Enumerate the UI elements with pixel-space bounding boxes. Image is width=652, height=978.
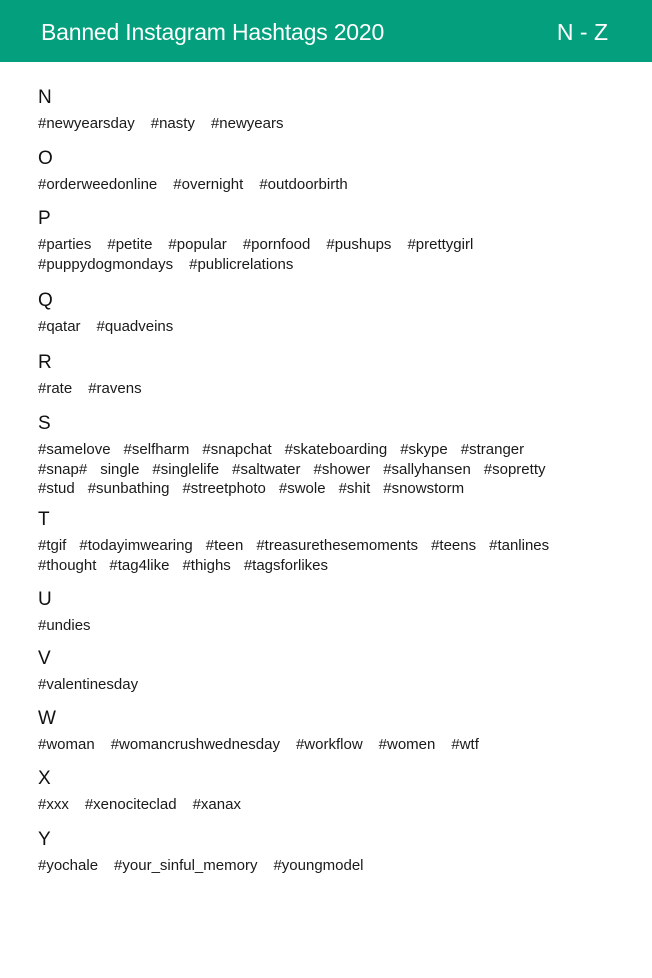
- section-o: [38, 148, 364, 195]
- hashtag: #women: [378, 736, 436, 753]
- hashtag: #workflow: [295, 736, 363, 753]
- hashtag: #skateboarding: [284, 441, 388, 458]
- hashtag-line: [38, 795, 257, 815]
- hashtag-line: [38, 675, 154, 695]
- hashtag: #tagsforlikes: [243, 556, 329, 574]
- page-title: Banned Instagram Hashtags 2020: [41, 19, 385, 45]
- hashtag: #nasty: [150, 115, 195, 132]
- hashtag: #newyearsday: [38, 115, 135, 132]
- hashtag: #tgif: [38, 537, 67, 554]
- hashtag: #teens: [431, 537, 477, 554]
- hashtag: #snap#: [38, 460, 88, 478]
- section-letter: N: [38, 87, 52, 108]
- hashtag: #shit: [338, 480, 371, 497]
- hashtag-line: [38, 735, 495, 755]
- hashtag: #swole: [278, 480, 326, 497]
- hashtag: #shower: [313, 460, 371, 478]
- section-letter: O: [38, 148, 53, 169]
- hashtag: #skype: [400, 441, 448, 458]
- hashtag: #petite: [107, 236, 153, 253]
- hashtag: #overnight: [173, 176, 244, 193]
- hashtag-line: [38, 255, 489, 275]
- section-x: [38, 768, 257, 815]
- hashtag: #stud: [38, 480, 75, 497]
- hashtag: #teen: [205, 537, 244, 554]
- hashtag-line: [38, 317, 189, 337]
- hashtag: #sopretty: [483, 460, 546, 478]
- hashtag: #xenociteclad: [84, 796, 177, 813]
- hashtag: #todayimwearing: [79, 537, 193, 554]
- section-w: [38, 708, 495, 755]
- hashtag-line: [38, 440, 558, 460]
- section-letter: V: [38, 648, 51, 669]
- hashtag: #singlelife: [152, 460, 220, 478]
- hashtag: #outdoorbirth: [259, 176, 348, 193]
- hashtag-line: [38, 556, 562, 576]
- hashtag: #valentinesday: [38, 676, 139, 693]
- hashtag: #quadveins: [96, 318, 174, 335]
- hashtag: #selfharm: [123, 441, 190, 458]
- hashtag-line: [38, 114, 299, 134]
- hashtag: #womancrushwednesday: [110, 736, 280, 753]
- hashtag-line: [38, 235, 489, 255]
- section-n: [38, 87, 299, 134]
- hashtag: #snapchat: [202, 441, 272, 458]
- hashtag-line: [38, 379, 158, 399]
- hashtag: #qatar: [38, 318, 81, 335]
- hashtag: #streetphoto: [182, 480, 266, 497]
- hashtag: #publicrelations: [189, 255, 294, 273]
- section-letter: U: [38, 589, 52, 610]
- section-letter: S: [38, 413, 51, 434]
- hashtag: #parties: [38, 236, 92, 253]
- hashtag: #wtf: [451, 736, 479, 753]
- section-s: [38, 413, 558, 499]
- hashtag: #xxx: [38, 796, 69, 813]
- hashtag: #snowstorm: [383, 480, 465, 497]
- section-letter: Q: [38, 290, 53, 311]
- page-header: [0, 0, 652, 62]
- hashtag: #tanlines: [489, 537, 550, 554]
- hashtag: #sallyhansen: [383, 460, 471, 478]
- hashtag: #saltwater: [232, 460, 301, 478]
- hashtag: #treasurethesemoments: [256, 537, 419, 554]
- hashtag: #thighs: [182, 556, 231, 574]
- hashtag-line: [38, 460, 558, 480]
- hashtag: #puppydogmondays: [38, 255, 174, 273]
- hashtag-line: [38, 479, 558, 499]
- hashtag: #prettygirl: [407, 236, 474, 253]
- hashtag-line: [38, 536, 562, 556]
- section-u: [38, 589, 107, 636]
- hashtag: #sunbathing: [87, 480, 170, 497]
- hashtag: #stranger: [460, 441, 525, 458]
- hashtag: #pushups: [326, 236, 392, 253]
- hashtag-line: [38, 616, 107, 636]
- hashtag: #newyears: [210, 115, 284, 132]
- hashtag: #tag4like: [109, 556, 170, 574]
- hashtag: #pornfood: [242, 236, 311, 253]
- section-v: [38, 648, 154, 695]
- section-letter: X: [38, 768, 51, 789]
- hashtag: #youngmodel: [273, 857, 364, 874]
- hashtag: #rate: [38, 380, 73, 397]
- section-letter: Y: [38, 829, 51, 850]
- hashtag: #woman: [38, 736, 95, 753]
- hashtag: single: [100, 460, 140, 478]
- hashtag: #undies: [38, 617, 91, 634]
- section-letter: T: [38, 509, 50, 530]
- hashtag: #samelove: [38, 441, 111, 458]
- hashtag: #your_sinful_memory: [114, 857, 258, 874]
- section-letter: R: [38, 352, 52, 373]
- section-r: [38, 352, 158, 399]
- hashtag: #xanax: [192, 796, 241, 813]
- section-letter: P: [38, 208, 51, 229]
- hashtag: #orderweedonline: [38, 176, 158, 193]
- section-y: [38, 829, 380, 876]
- hashtag-line: [38, 175, 364, 195]
- hashtag: #thought: [38, 556, 97, 574]
- section-letter: W: [38, 708, 56, 729]
- hashtag: #yochale: [38, 857, 99, 874]
- hashtag: #popular: [168, 236, 227, 253]
- letter-range-label: N - Z: [556, 19, 608, 45]
- section-t: [38, 509, 562, 575]
- section-q: [38, 290, 189, 337]
- hashtag-line: [38, 856, 380, 876]
- hashtag: #ravens: [88, 380, 142, 397]
- section-p: [38, 208, 489, 274]
